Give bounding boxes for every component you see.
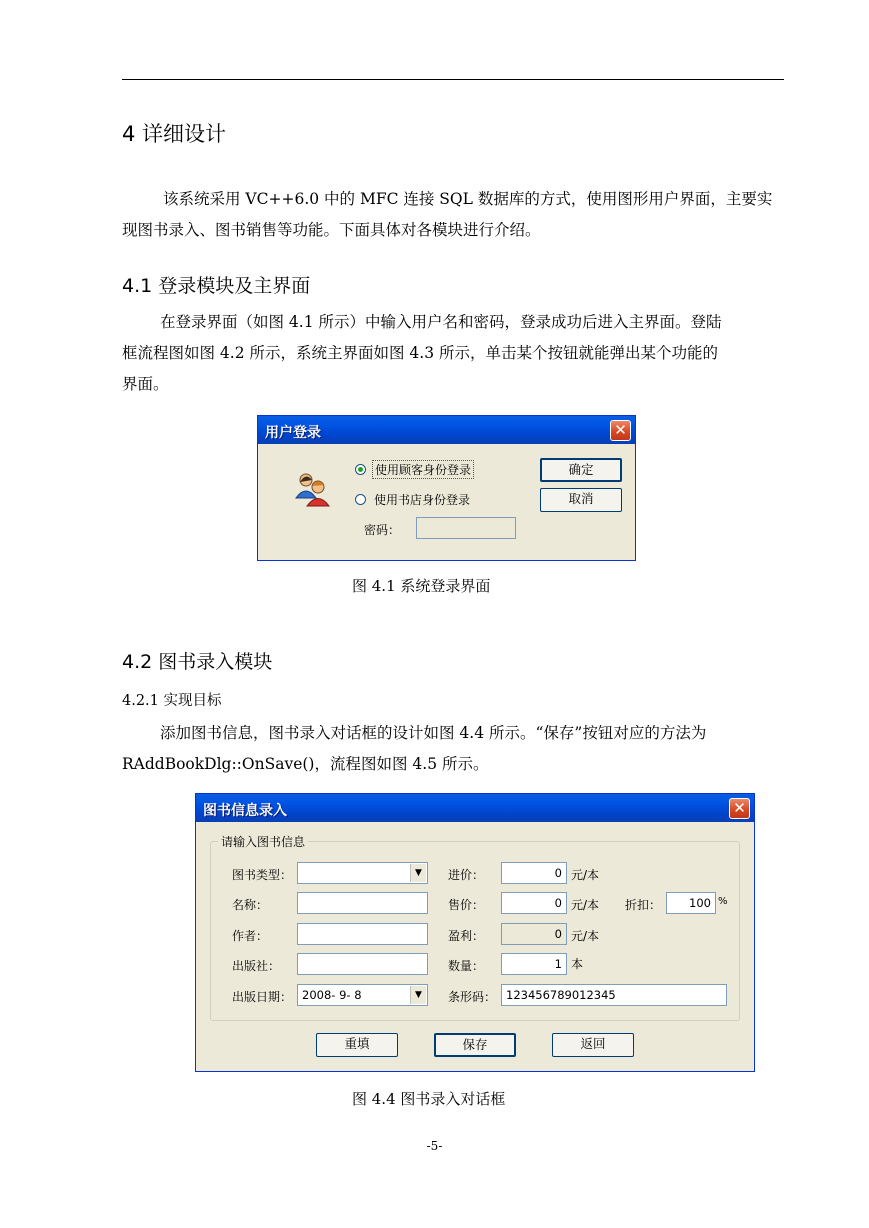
login-titlebar[interactable]	[258, 416, 635, 444]
book-type-label: 图书类型：	[232, 868, 293, 882]
save-button[interactable]: 保存	[434, 1033, 516, 1057]
discount-label: 折扣：	[625, 898, 662, 912]
section-4-2-paragraph	[122, 718, 786, 780]
section-4-1-line-1: 在登录界面（如图 4.1 所示）中输入用户名和密码，登录成功后进入主界面。登陆	[160, 313, 722, 331]
sale-price-input[interactable]: 0	[501, 892, 567, 914]
radio-store-label[interactable]: 使用书店身份登录	[374, 493, 471, 507]
reset-button[interactable]: 重填	[316, 1033, 398, 1057]
sale-price-unit: 元/本	[571, 898, 600, 912]
profit-unit: 元/本	[571, 929, 600, 943]
password-field[interactable]	[416, 517, 516, 539]
book-type-select[interactable]	[297, 862, 428, 884]
radio-store[interactable]	[355, 494, 366, 505]
quantity-label: 数量：	[448, 959, 485, 973]
close-icon: ✕	[733, 799, 746, 817]
publish-date-label: 出版日期：	[232, 990, 293, 1004]
page-number: -5-	[426, 1139, 443, 1153]
chevron-down-icon[interactable]: ▼	[410, 864, 426, 882]
section-4-1-line-2: 框流程图如图 4.2 所示，系统主界面如图 4.3 所示，单击某个按钮就能弹出某个功能的	[122, 344, 719, 362]
cost-price-input[interactable]: 0	[501, 862, 567, 884]
barcode-input[interactable]: 123456789012345	[501, 984, 727, 1006]
discount-input[interactable]: 100	[666, 892, 716, 914]
section-4-2-line-1: 添加图书信息，图书录入对话框的设计如图 4.4 所示。“保存”按钮对应的方法为	[160, 724, 707, 742]
intro-paragraph	[122, 184, 786, 246]
cost-price-unit: 元/本	[571, 868, 600, 882]
author-input[interactable]	[297, 923, 428, 945]
discount-unit: %	[718, 896, 728, 907]
book-close-button[interactable]	[729, 798, 750, 819]
back-button[interactable]: 返回	[552, 1033, 634, 1057]
login-dialog	[257, 415, 636, 561]
password-label: 密码：	[364, 523, 401, 537]
sale-price-label: 售价：	[448, 898, 485, 912]
publish-date-picker[interactable]	[297, 984, 428, 1006]
profit-label: 盈利：	[448, 929, 485, 943]
chapter-heading: 4 详细设计	[122, 122, 227, 146]
intro-line-1: 该系统采用 VC++6.0 中的 MFC 连接 SQL 数据库的方式，使用图形用户界面，主要实	[163, 190, 773, 208]
book-name-label: 名称：	[232, 898, 269, 912]
barcode-label: 条形码：	[448, 990, 497, 1004]
chevron-down-icon[interactable]: ▼	[410, 986, 426, 1004]
profit-input: 0	[501, 923, 567, 945]
login-title: 用户登录	[265, 425, 321, 441]
publisher-input[interactable]	[297, 953, 428, 975]
section-4-2-1-heading: 4.2.1 实现目标	[122, 693, 222, 709]
author-label: 作者：	[232, 929, 269, 943]
publisher-label: 出版社：	[232, 959, 281, 973]
publish-date-value: 2008- 9- 8	[302, 988, 362, 1002]
book-name-input[interactable]	[297, 892, 428, 914]
section-4-1-paragraph	[122, 307, 786, 400]
section-4-2-heading: 4.2 图书录入模块	[122, 651, 273, 673]
figure-4-4-caption: 图 4.4 图书录入对话框	[352, 1090, 506, 1108]
book-title: 图书信息录入	[203, 803, 287, 819]
login-close-button[interactable]	[610, 420, 631, 441]
ok-button[interactable]: 确定	[540, 458, 622, 482]
header-rule	[122, 79, 784, 80]
section-4-2-line-2: RAddBookDlg::OnSave()，流程图如图 4.5 所示。	[122, 755, 489, 773]
book-titlebar[interactable]	[196, 794, 754, 822]
book-entry-dialog	[195, 793, 755, 1072]
section-4-1-line-3: 界面。	[122, 375, 169, 393]
cancel-button[interactable]: 取消	[540, 488, 622, 512]
close-icon: ✕	[614, 421, 627, 439]
figure-4-1-caption: 图 4.1 系统登录界面	[352, 577, 491, 595]
quantity-input[interactable]: 1	[501, 953, 567, 975]
radio-customer-label[interactable]: 使用顾客身份登录	[372, 460, 474, 479]
radio-customer[interactable]	[355, 464, 366, 475]
section-4-1-heading: 4.1 登录模块及主界面	[122, 275, 311, 297]
users-icon	[294, 472, 332, 508]
book-info-group-label: 请输入图书信息	[218, 833, 308, 850]
intro-line-2: 现图书录入、图书销售等功能。下面具体对各模块进行介绍。	[122, 221, 541, 239]
cost-price-label: 进价：	[448, 868, 485, 882]
quantity-unit: 本	[571, 957, 584, 971]
